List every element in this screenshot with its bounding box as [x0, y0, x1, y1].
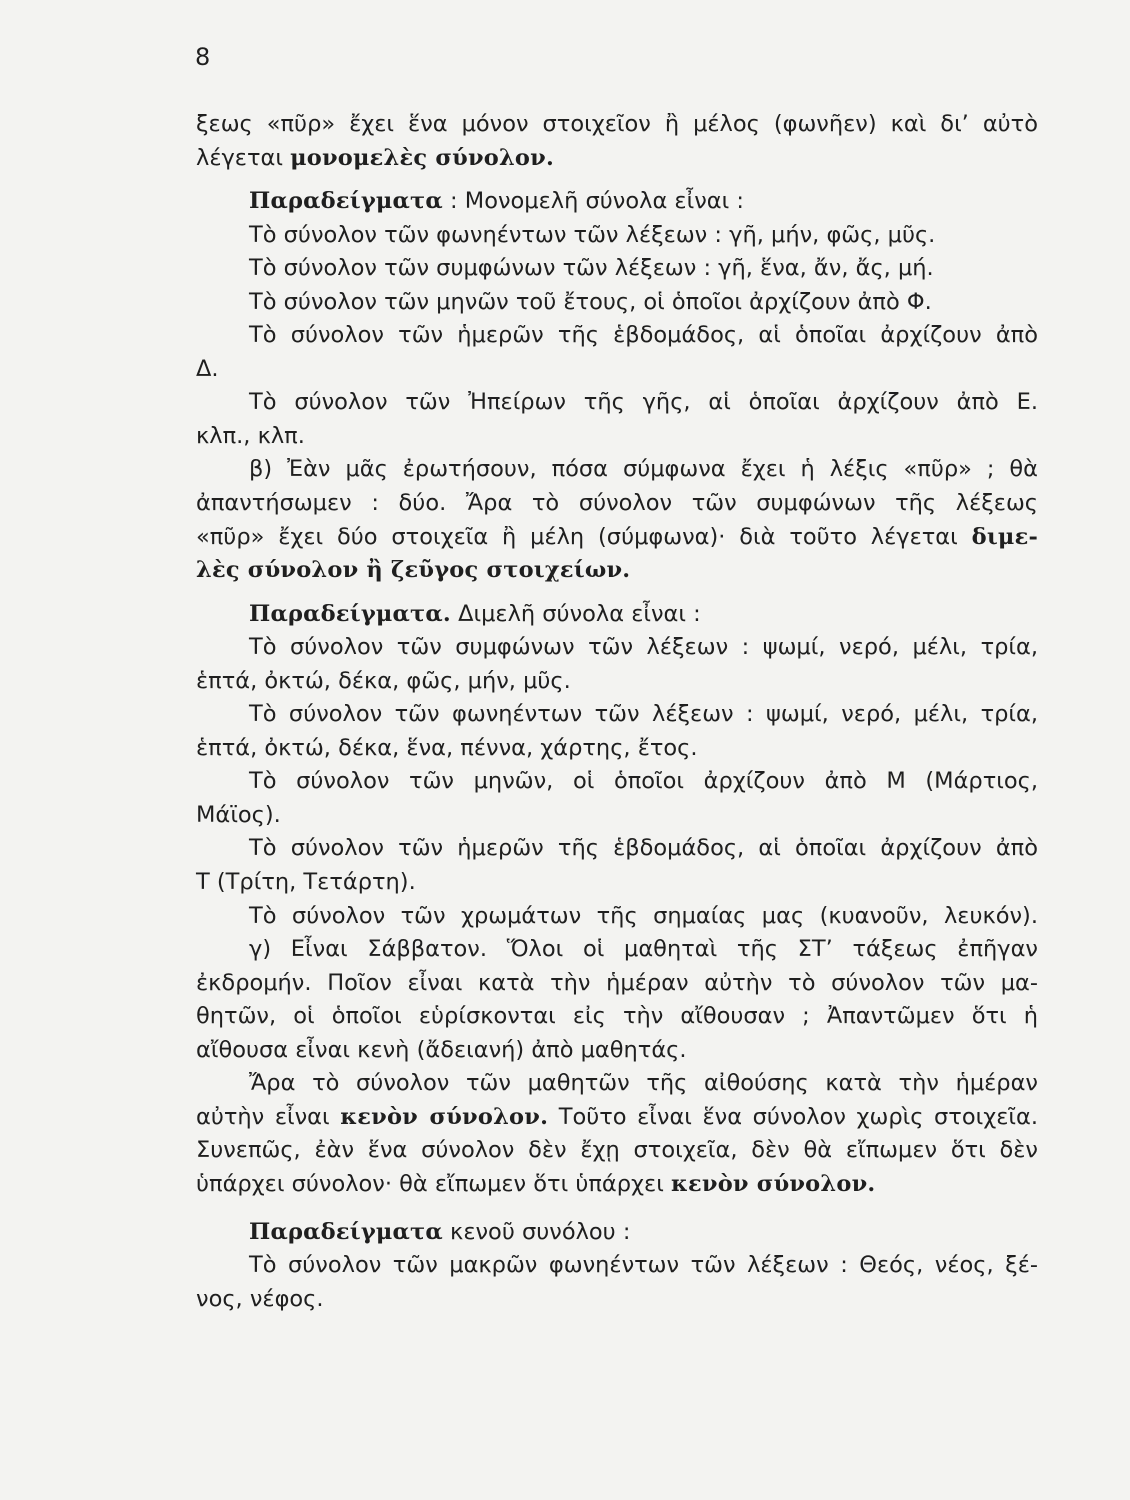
text-block: [196, 108, 1038, 1316]
text-line: Τὸ σύνολον τῶν μακρῶν φωνηέντων τῶν λέξεων : Θεός, νέος, ξέ-: [249, 1252, 1038, 1279]
text-line: Τὸ σύνολον τῶν φωνηέντων τῶν λέξεων : ψωμί, νερό, μέλι, τρία,: [249, 701, 1038, 728]
text-line: [196, 185, 1038, 219]
text-run: Τοῦτο εἶναι ἕνα σύνολον χωρὶς στοιχεῖα.: [548, 1103, 1038, 1130]
paragraph-spacing: [196, 1202, 1038, 1216]
text-line: β) Ἐὰν μᾶς ἐρωτήσουν, πόσα σύμφωνα ἔχει ἡ λέξις «πῦρ» ; θὰ: [249, 456, 1038, 483]
bold-term: κενὸν σύνολον.: [340, 1103, 549, 1130]
text-line: νος, νέφος.: [196, 1285, 324, 1312]
text-line: γ) Εἶναι Σάββατον. Ὅλοι οἱ μαθηταὶ τῆς ΣΤ’ τάξεως ἐπῆγαν: [249, 936, 1038, 963]
text-line: Τὸ σύνολον τῶν συμφώνων τῶν λέξεων : γῆ, ἕνα, ἄν, ἄς, μή.: [249, 255, 934, 282]
text-line: [196, 142, 1038, 176]
text-line: [196, 521, 1038, 555]
text-run: κενοῦ συνόλου :: [442, 1218, 631, 1245]
text-line: Τὸ σύνολον τῶν συμφώνων τῶν λέξεων : ψωμί, νερό, μέλι, τρία,: [249, 634, 1038, 661]
bold-term: Παραδείγματα.: [249, 600, 451, 627]
bold-term: μονομελὲς σύνολον.: [290, 144, 554, 171]
text-line: θητῶν, οἱ ὁποῖοι εὑρίσκονται εἰς τὴν αἴθουσαν ; Ἀπαντῶμεν ὅτι ἡ: [196, 1003, 1038, 1030]
text-line: κλπ., κλπ.: [196, 422, 305, 449]
text-line: [196, 1168, 1038, 1202]
text-line: ἑπτά, ὀκτώ, δέκα, φῶς, μήν, μῦς.: [196, 667, 571, 694]
text-line: [196, 1101, 1038, 1135]
bold-term: Παραδείγματα: [249, 188, 443, 215]
paragraph-spacing: [196, 588, 1038, 598]
text-line: Τὸ σύνολον τῶν χρωμάτων τῆς σημαίας μας (κυανοῦν, λευκόν).: [249, 902, 1038, 929]
text-line: ἀπαντήσωμεν : δύο. Ἄρα τὸ σύνολον τῶν συμφώνων τῆς λέξεως: [196, 490, 1038, 517]
text-run: αὐτὴν εἶναι: [196, 1103, 341, 1130]
text-line: [196, 554, 1038, 588]
text-line: Τὸ σύνολον τῶν μηνῶν τοῦ ἔτους, οἱ ὁποῖοι ἀρχίζουν ἀπὸ Φ.: [249, 288, 932, 315]
paragraph-spacing: [196, 175, 1038, 185]
bold-term: λὲς σύνολον ἢ ζεῦγος στοιχείων.: [196, 557, 631, 584]
text-line: αἴθουσα εἶναι κενὴ (ἄδειανή) ἀπὸ μαθητάς.: [196, 1036, 687, 1063]
text-line: Τὸ σύνολον τῶν μηνῶν, οἱ ὁποῖοι ἀρχίζουν ἀπὸ Μ (Μάρτιος,: [249, 768, 1038, 795]
text-line: [196, 598, 1038, 632]
bold-term: διμε-: [971, 523, 1038, 550]
text-line: Τὸ σύνολον τῶν φωνηέντων τῶν λέξεων : γῆ, μήν, φῶς, μῦς.: [249, 221, 936, 248]
bold-term: κενὸν σύνολον.: [670, 1170, 876, 1197]
text-run: ὑπάρχει σύνολον· θὰ εἴπωμεν ὅτι ὑπάρχει: [196, 1170, 671, 1197]
text-line: Τὸ σύνολον τῶν ἡμερῶν τῆς ἑβδομάδος, αἱ ὁποῖαι ἀρχίζουν ἀπὸ: [249, 322, 1038, 349]
text-line: Μάϊος).: [196, 801, 281, 828]
text-line: Συνεπῶς, ἐὰν ἕνα σύνολον δὲν ἔχῃ στοιχεῖα, δὲν θὰ εἴπωμεν ὅτι δὲν: [196, 1137, 1038, 1164]
bold-term: Παραδείγματα: [249, 1218, 443, 1245]
text-line: ἐκδρομήν. Ποῖον εἶναι κατὰ τὴν ἡμέραν αὐτὴν τὸ σύνολον τῶν μα-: [196, 969, 1038, 996]
text-line: Τὸ σύνολον τῶν ἡμερῶν τῆς ἑβδομάδος, αἱ ὁποῖαι ἀρχίζουν ἀπὸ: [249, 835, 1038, 862]
text-run: : Μονομελῆ σύνολα εἶναι :: [442, 188, 744, 215]
text-run: Διμελῆ σύνολα εἶναι :: [450, 600, 701, 627]
text-line: ἑπτά, ὀκτώ, δέκα, ἕνα, πέννα, χάρτης, ἔτος.: [196, 734, 698, 761]
text-run: λέγεται: [196, 144, 291, 171]
text-line: ξεως «πῦρ» ἔχει ἕνα μόνον στοιχεῖον ἢ μέλος (φωνῆεν) καὶ δι’ αὐτὸ: [196, 111, 1038, 137]
text-line: Δ.: [196, 355, 219, 382]
text-run: «πῦρ» ἔχει δύο στοιχεῖα ἢ μέλη (σύμφωνα)· διὰ τοῦτο λέγεται: [196, 523, 972, 550]
text-line: Τ (Τρίτη, Τετάρτη).: [196, 869, 416, 896]
text-line: Ἄρα τὸ σύνολον τῶν μαθητῶν τῆς αἰθούσης κατὰ τὴν ἡμέραν: [249, 1070, 1038, 1097]
page-number: 8: [195, 43, 211, 71]
text-line: [196, 1216, 1038, 1250]
text-line: Τὸ σύνολον τῶν Ἠπείρων τῆς γῆς, αἱ ὁποῖαι ἀρχίζουν ἀπὸ Ε.: [249, 389, 1038, 416]
